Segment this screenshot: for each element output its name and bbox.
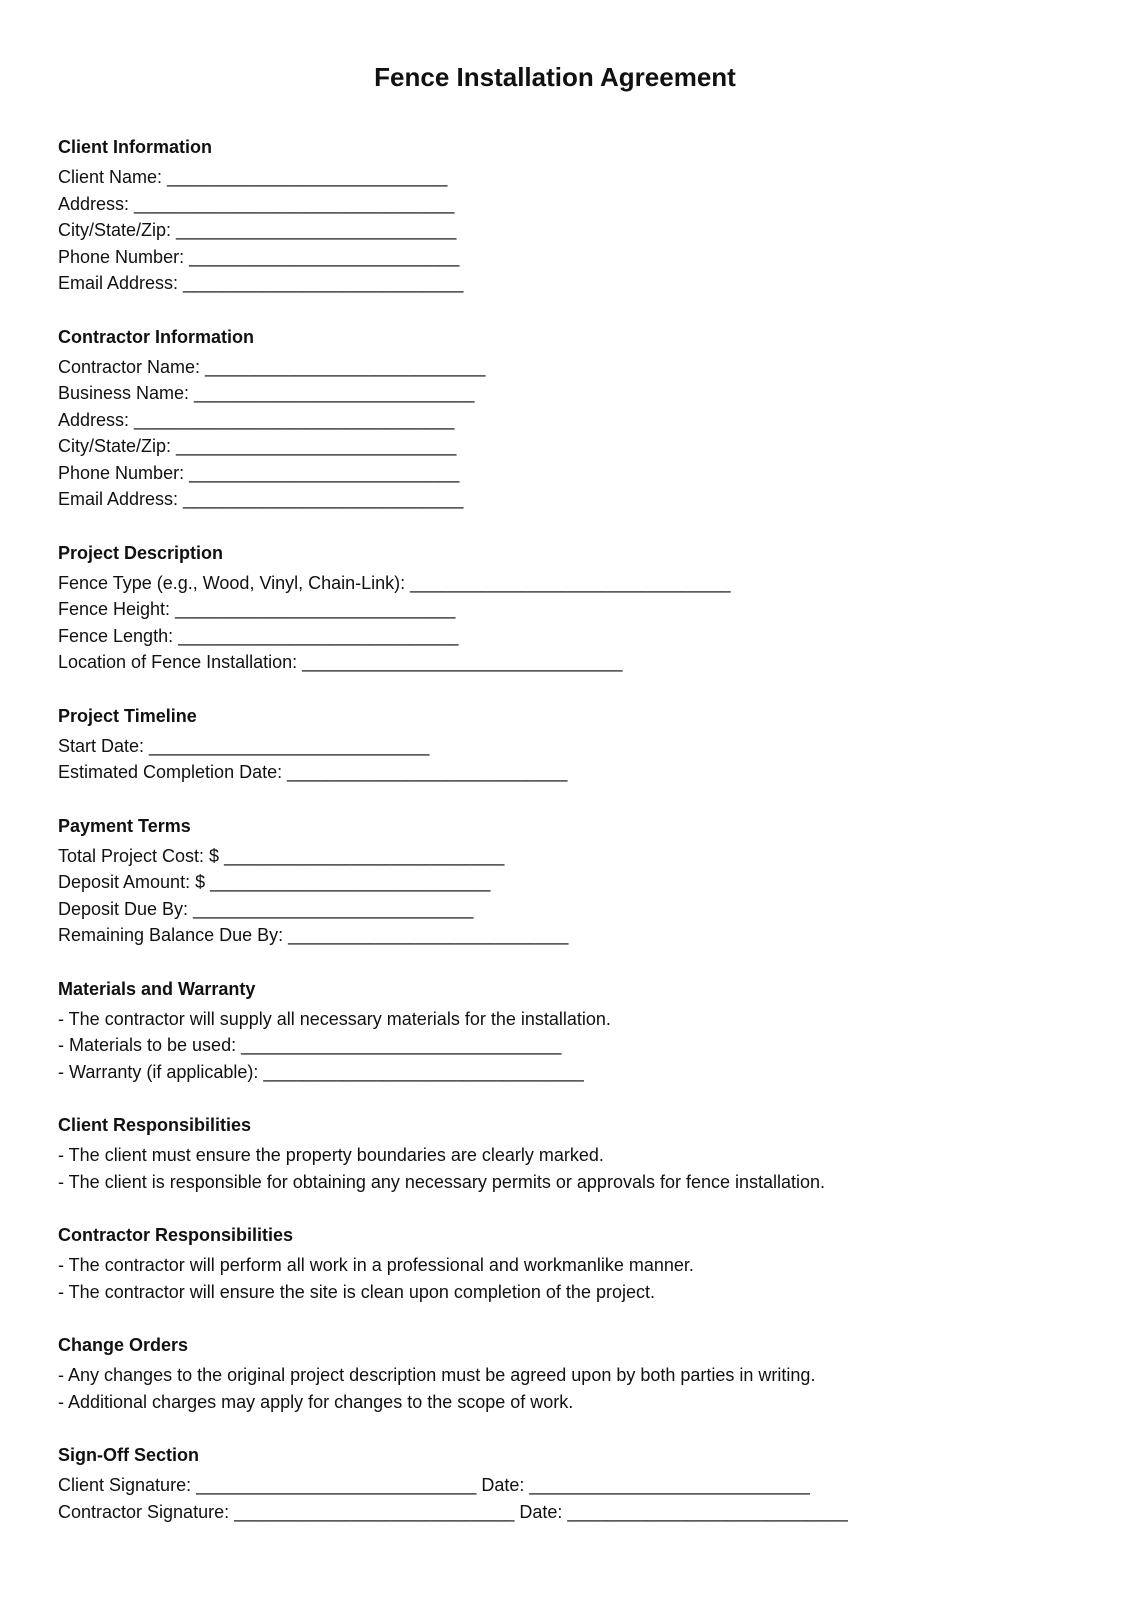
section-heading: Contractor Responsibilities: [58, 1225, 294, 1245]
section-heading: Client Responsibilities: [58, 1115, 252, 1135]
clause-text: - Additional charges may apply for changes to the scope of work.: [58, 1391, 574, 1412]
form-field-line[interactable]: Phone Number: ___________________________: [58, 462, 460, 483]
clause-text: - The client is responsible for obtaining any necessary permits or approvals for fence installation.: [58, 1171, 826, 1192]
clause-text: - The contractor will perform all work in a professional and workmanlike manner.: [58, 1255, 694, 1275]
section-heading: Change Orders: [58, 1335, 189, 1355]
section-change-orders: [58, 1333, 848, 1415]
section-heading: Sign-Off Section: [58, 1445, 199, 1465]
section-client-responsibilities: [58, 1113, 848, 1195]
form-field-line[interactable]: Fence Height: ____________________________: [58, 599, 456, 619]
form-field-line[interactable]: Deposit Due By: ____________________________: [58, 898, 474, 919]
section-payment-terms: [58, 814, 848, 949]
document-body: [58, 135, 848, 1553]
form-field-line[interactable]: Client Name: ____________________________: [58, 167, 448, 187]
section-materials-and-warranty: [58, 977, 848, 1086]
section-heading: Project Description: [58, 542, 224, 563]
form-field-line[interactable]: Total Project Cost: $ ____________________________: [58, 845, 505, 866]
clause-text: - Any changes to the original project description must be agreed upon by both parties in writing.: [58, 1365, 816, 1385]
form-field-line[interactable]: City/State/Zip: ____________________________: [58, 436, 457, 456]
section-contractor-information: [58, 325, 848, 513]
section-heading: Payment Terms: [58, 815, 191, 836]
document-title: Fence Installation Agreement: [374, 62, 736, 92]
form-field-line[interactable]: Estimated Completion Date: ____________________________: [58, 762, 568, 782]
form-field-line[interactable]: Email Address: ____________________________: [58, 273, 464, 293]
form-field-line[interactable]: Location of Fence Installation: ________________________________: [58, 652, 623, 672]
form-field-line[interactable]: Fence Type (e.g., Wood, Vinyl, Chain-Link): ________________________________: [58, 572, 731, 593]
form-field-line[interactable]: Contractor Signature: ____________________________ Date: ____________________________: [58, 1501, 848, 1522]
section-heading: Client Information: [58, 137, 212, 157]
section-heading: Contractor Information: [58, 326, 254, 347]
form-field-line[interactable]: Remaining Balance Due By: ____________________________: [58, 925, 569, 945]
section-contractor-responsibilities: [58, 1223, 848, 1305]
form-field-line[interactable]: - Warranty (if applicable): ________________________________: [58, 1061, 584, 1082]
form-field-line[interactable]: Contractor Name: ____________________________: [58, 356, 486, 377]
clause-text: - The client must ensure the property boundaries are clearly marked.: [58, 1145, 604, 1165]
form-field-line[interactable]: Phone Number: ___________________________: [58, 246, 460, 267]
clause-text: - The contractor will ensure the site is clean upon completion of the project.: [58, 1281, 655, 1302]
form-field-line[interactable]: Business Name: ____________________________: [58, 383, 475, 403]
section-project-timeline: [58, 704, 848, 786]
form-field-line[interactable]: Start Date: ____________________________: [58, 735, 430, 756]
form-field-line[interactable]: Address: ________________________________: [58, 193, 455, 214]
form-field-line[interactable]: Email Address: ____________________________: [58, 489, 464, 509]
form-field-line[interactable]: Address: ________________________________: [58, 409, 455, 430]
section-heading: Project Timeline: [58, 705, 197, 726]
section-client-information: [58, 135, 848, 297]
clause-text: - The contractor will supply all necessary materials for the installation.: [58, 1008, 611, 1029]
form-field-line[interactable]: Fence Length: ____________________________: [58, 625, 459, 646]
form-field-line[interactable]: Deposit Amount: $ ____________________________: [58, 872, 491, 892]
section-sign-off-section: [58, 1443, 848, 1525]
form-field-line[interactable]: - Materials to be used: ________________________________: [58, 1035, 562, 1055]
section-project-description: [58, 541, 848, 676]
section-heading: Materials and Warranty: [58, 978, 256, 999]
form-field-line[interactable]: City/State/Zip: ____________________________: [58, 220, 457, 240]
form-field-line[interactable]: Client Signature: ____________________________ Date: ____________________________: [58, 1475, 810, 1495]
